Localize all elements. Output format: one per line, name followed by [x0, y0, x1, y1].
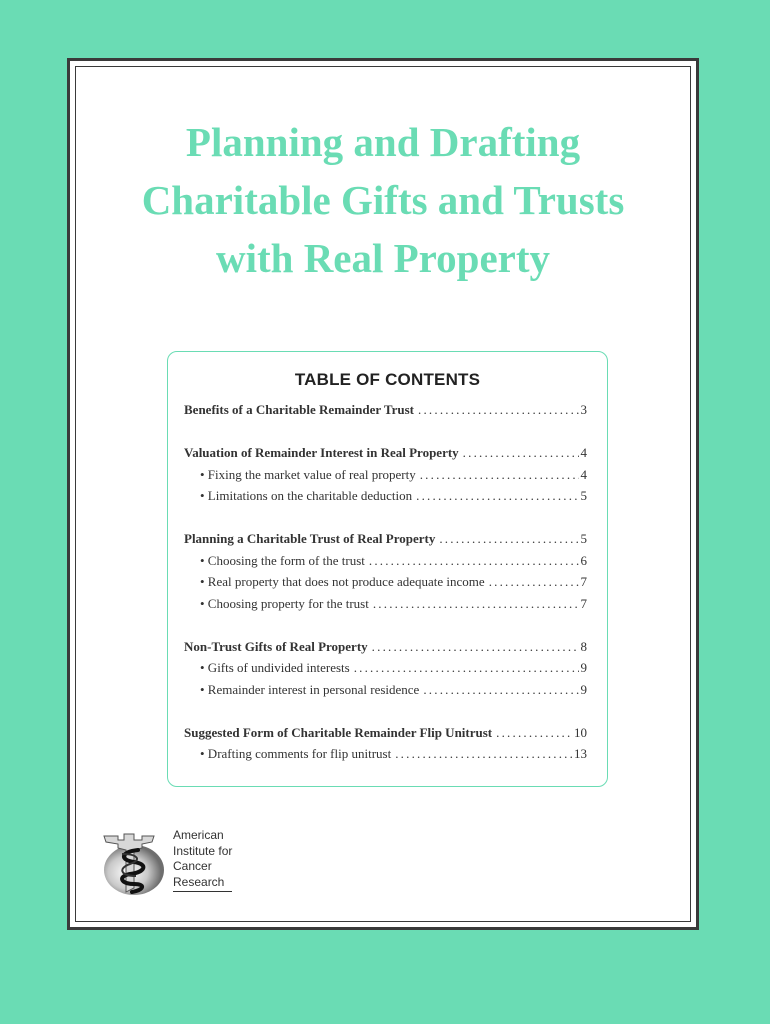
- toc-subitem-page-number: 4: [580, 466, 587, 482]
- toc-spacer: [184, 703, 587, 725]
- toc-heading: TABLE OF CONTENTS: [294, 370, 481, 389]
- toc-section: [184, 531, 587, 553]
- toc-section-page-number: 3: [580, 402, 587, 417]
- document-page: [67, 58, 699, 930]
- toc-section: [184, 402, 587, 424]
- toc-subitem-page-number: 6: [580, 552, 587, 568]
- toc-subitem-label: • Limitations on the charitable deduction: [200, 488, 413, 503]
- table-of-contents: [167, 351, 608, 787]
- dot-leader: [489, 574, 579, 590]
- toc-subitem: [184, 596, 587, 618]
- dot-leader: [420, 467, 579, 483]
- logo-underline: [173, 891, 232, 892]
- toc-subitem: [184, 467, 587, 489]
- dot-leader: [369, 553, 579, 569]
- toc-subitem: [184, 660, 587, 682]
- toc-subitem-label: • Remainder interest in personal residence: [200, 681, 420, 697]
- title-line-2: Charitable Gifts and Trusts: [141, 177, 625, 223]
- document-title: [70, 113, 696, 287]
- toc-subitem-page-number: 9: [580, 660, 587, 675]
- dot-leader: [395, 746, 572, 762]
- title-line-3: with Real Property: [215, 235, 550, 281]
- title-line-1: Planning and Drafting: [185, 119, 581, 165]
- toc-subitem-label: • Choosing the form of the trust: [200, 552, 365, 568]
- toc-section-page-number: 8: [580, 638, 587, 654]
- toc-subitem: [184, 682, 587, 704]
- toc-subitem-label: • Real property that does not produce adequate income: [200, 574, 485, 589]
- toc-section: [184, 725, 587, 747]
- toc-subitem-label: • Gifts of undivided interests: [200, 660, 350, 675]
- logo-line-1: American: [173, 828, 224, 842]
- toc-section-label: Valuation of Remainder Interest in Real Property: [184, 445, 459, 460]
- toc-section-label: Planning a Charitable Trust of Real Property: [184, 531, 436, 546]
- dot-leader: [416, 488, 578, 504]
- toc-subitem-page-number: 9: [580, 681, 587, 697]
- toc-subitem-label: • Fixing the market value of real property: [200, 466, 416, 482]
- toc-section-page-number: 10: [574, 724, 587, 740]
- toc-spacer: [184, 510, 587, 532]
- dot-leader: [423, 682, 578, 698]
- dot-leader: [463, 445, 579, 461]
- logo-line-3: Cancer: [173, 859, 212, 873]
- dot-leader: [439, 531, 578, 547]
- toc-subitem-page-number: 5: [580, 488, 587, 503]
- toc-spacer: [184, 617, 587, 639]
- dot-leader: [372, 639, 579, 655]
- toc-subitem-page-number: 7: [580, 595, 587, 611]
- toc-section-label: Non-Trust Gifts of Real Property: [184, 638, 368, 654]
- toc-subitem: [184, 488, 587, 510]
- toc-spacer: [184, 424, 587, 446]
- dot-leader: [418, 402, 578, 418]
- toc-subitem: [184, 574, 587, 596]
- logo-line-2: Institute for: [173, 843, 233, 858]
- toc-subitem-page-number: 7: [580, 574, 587, 589]
- logo-line-4: Research: [173, 874, 225, 889]
- toc-section-label: Benefits of a Charitable Remainder Trust: [184, 402, 415, 417]
- toc-section-page-number: 5: [580, 531, 587, 546]
- toc-subitem-label: • Drafting comments for flip unitrust: [200, 746, 392, 761]
- toc-subitem: [184, 746, 587, 768]
- dot-leader: [354, 660, 579, 676]
- toc-subitem-label: • Choosing property for the trust: [200, 595, 369, 611]
- toc-list: [184, 402, 587, 768]
- dot-leader: [496, 725, 572, 741]
- toc-section-label: Suggested Form of Charitable Remainder Flip Unitrust: [184, 724, 493, 740]
- logo-text: [173, 828, 232, 890]
- toc-section-page-number: 4: [580, 445, 587, 460]
- toc-subitem: [184, 553, 587, 575]
- toc-section: [184, 639, 587, 661]
- toc-section: [184, 445, 587, 467]
- dot-leader: [373, 596, 579, 612]
- toc-subitem-page-number: 13: [574, 746, 587, 761]
